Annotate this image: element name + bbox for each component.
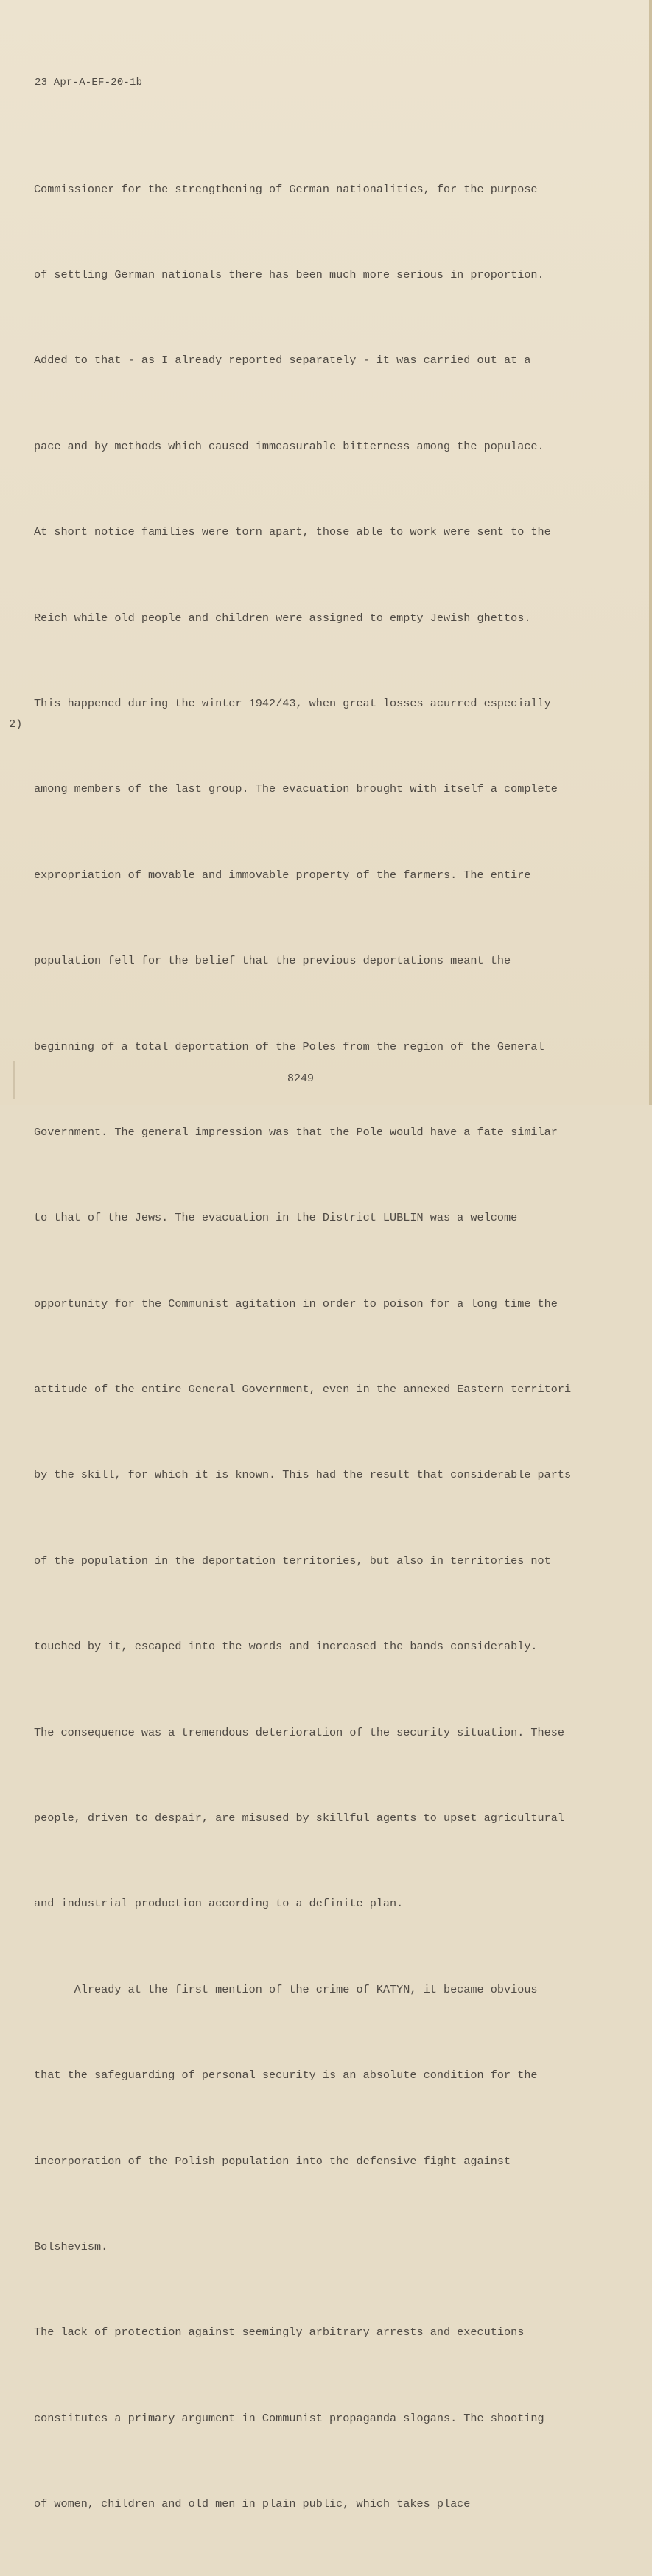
body-text bbox=[34, 118, 623, 2576]
text-line: Bolshevism. bbox=[34, 2239, 108, 2253]
text-line: of the population in the deportation territories, but also in territories not bbox=[34, 1554, 551, 1568]
text-line: constitutes a primary argument in Communist propaganda slogans. The shooting bbox=[34, 2411, 544, 2425]
text-line: of women, children and old men in plain public, which takes place bbox=[34, 2497, 471, 2511]
text-line: of settling German nationals there has been much more serious in proportion. bbox=[34, 267, 544, 281]
text-line: Commissioner for the strengthening of German nationalities, for the purpose bbox=[34, 182, 538, 196]
text-line: The lack of protection against seemingly arbitrary arrests and executions bbox=[34, 2326, 525, 2340]
text-line: Reich while old people and children were assigned to empty Jewish ghettos. bbox=[34, 611, 531, 625]
text-line: opportunity for the Communist agitation in order to poison for a long time the bbox=[34, 1296, 558, 1310]
text-line: touched by it, escaped into the words and increased the bands considerably. bbox=[34, 1640, 538, 1654]
text-line: Added to that - as I already reported separately - it was carried out at a bbox=[34, 354, 531, 368]
text-line: among members of the last group. The evacuation brought with itself a complete bbox=[34, 782, 558, 796]
text-line: This happened during the winter 1942/43, when great losses acurred especially bbox=[34, 696, 551, 710]
text-line: attitude of the entire General Government, even in the annexed Eastern territori bbox=[34, 1383, 572, 1397]
text-line: Already at the first mention of the crime of KATYN, it became obvious bbox=[34, 1982, 538, 1996]
text-line: incorporation of the Polish population into the defensive fight against bbox=[34, 2154, 511, 2168]
text-line: by the skill, for which it is known. This had the result that considerable parts bbox=[34, 1468, 572, 1482]
text-line: pace and by methods which caused immeasurable bitterness among the populace. bbox=[34, 439, 544, 453]
text-line: The consequence was a tremendous deterioration of the security situation. These bbox=[34, 1725, 565, 1739]
text-line: Government. The general impression was that the Pole would have a fate similar bbox=[34, 1125, 558, 1139]
text-line: and industrial production according to a definite plan. bbox=[34, 1897, 404, 1911]
margin-mark bbox=[13, 1061, 15, 1099]
text-line: population fell for the belief that the previous deportations meant the bbox=[34, 954, 511, 968]
item-number: 2) bbox=[9, 717, 23, 731]
text-line: to that of the Jews. The evacuation in the District LUBLIN was a welcome bbox=[34, 1211, 518, 1225]
text-line: people, driven to despair, are misused by skillful agents to upset agricultural bbox=[34, 1811, 565, 1825]
page-number: 8249 bbox=[287, 1073, 315, 1085]
text-line: expropriation of movable and immovable property of the farmers. The entire bbox=[34, 868, 531, 882]
text-line: beginning of a total deportation of the Poles from the region of the General bbox=[34, 1039, 544, 1053]
text-line: At short notice families were torn apart, those able to work were sent to the bbox=[34, 525, 551, 539]
document-id: 23 Apr-A-EF-20-1b bbox=[35, 77, 143, 88]
text-line: that the safeguarding of personal security is an absolute condition for the bbox=[34, 2068, 538, 2082]
